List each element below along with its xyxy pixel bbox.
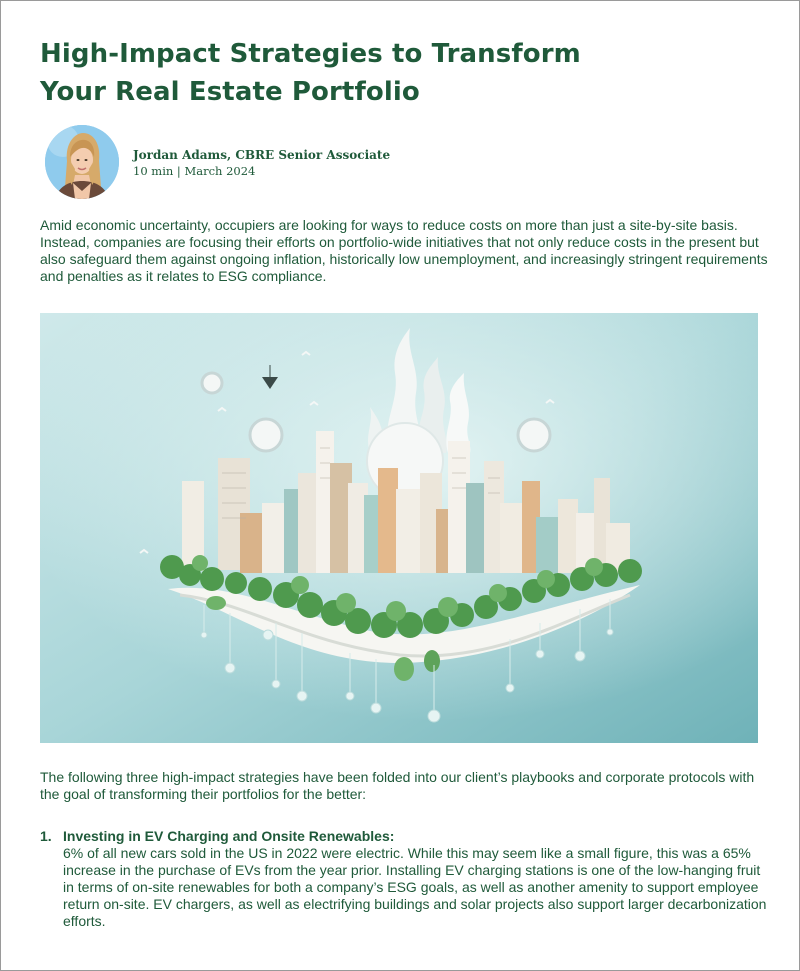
intro-paragraph: Amid economic uncertainty, occupiers are looking for ways to reduce costs on more than just a site-by-site basis. Instead, companies are focusing their efforts on portfolio-wide initiatives that not only reduce costs in the present but also safeguard them against ongoing inflation, historically low unemployment, and increasingly stringent requirements and penalties as it relates to ESG compliance. [40,217,768,284]
author-portrait-image [45,125,119,199]
article-title-line-2: Your Real Estate Portfolio [40,77,420,107]
eco-city-illustration [40,313,758,743]
hero-image [40,313,758,743]
article-read-time-date: 10 min | March 2024 [133,164,256,178]
author-meta [133,147,533,179]
author-avatar [45,125,119,199]
article-title-line-1: High-Impact Strategies to Transform [40,39,581,69]
strategy-body: 6% of all new cars sold in the US in 2022 were electric. While this may seem like a small figure, this was a 65% increase in the purchase of EVs from the year prior. Installing EV charging stations is one of the low-hanging fruit in terms of on-site renewables for both a company’s ESG goals, as well as another amenity to support employee return on-site. EV chargers, as well as electrifying buildings and solar projects also support larger decarbonization efforts. [63,845,767,929]
strategy-number: 1. [40,828,52,844]
article-title [40,35,660,111]
strategies-lead-paragraph: The following three high-impact strategies have been folded into our client’s playbooks and corporate protocols with the goal of transforming their portfolios for the better: [40,769,755,802]
author-name: Jordan Adams, CBRE Senior Associate [133,148,391,162]
strategy-title: Investing in EV Charging and Onsite Renewables: [63,828,395,844]
